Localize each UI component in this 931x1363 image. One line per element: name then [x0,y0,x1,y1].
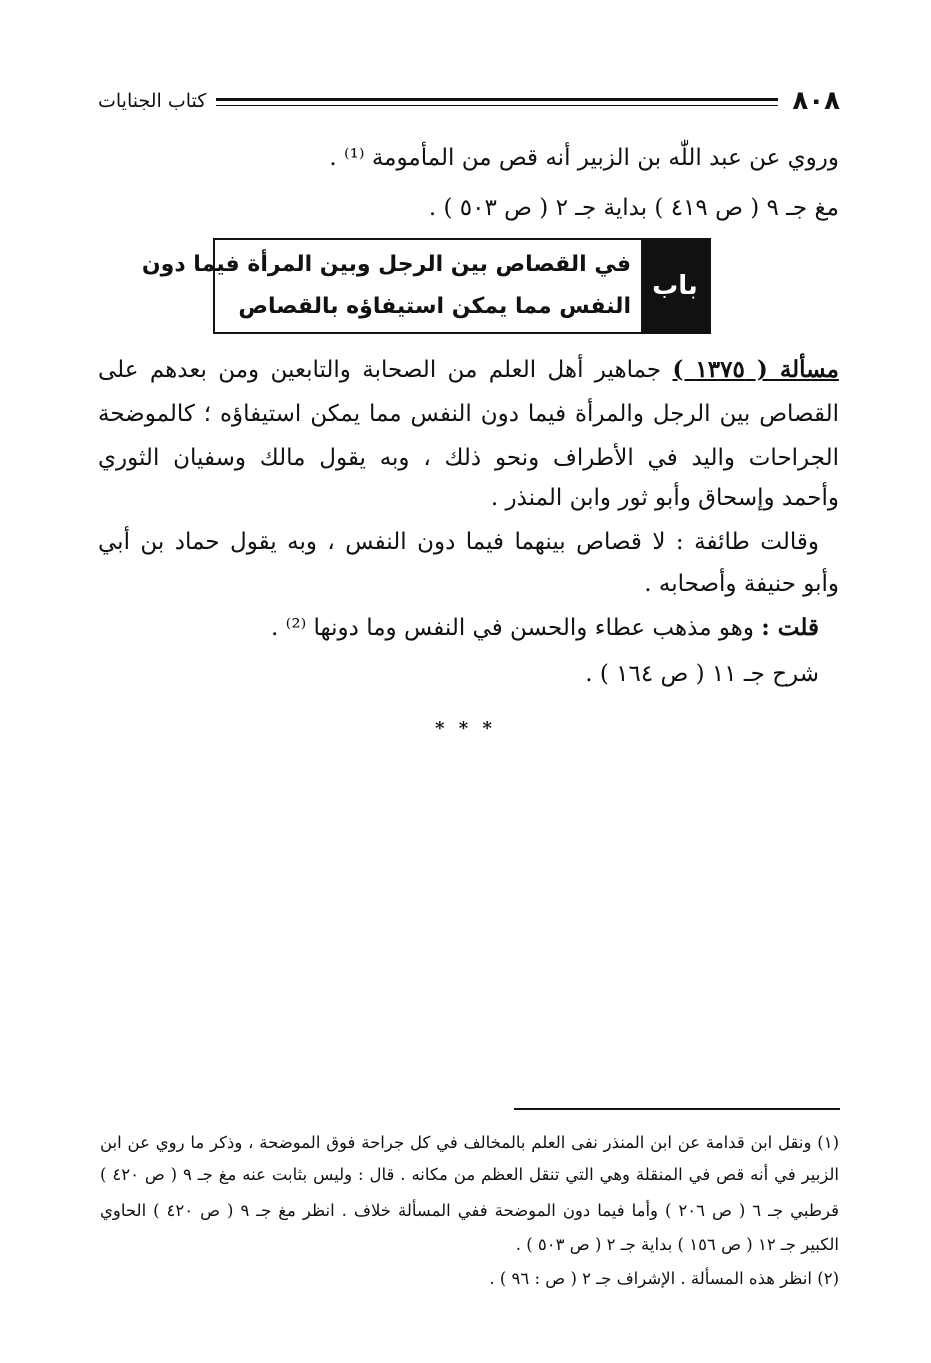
footnote-1-line-3: قرطبي جـ ٦ ( ص ٢٠٦ ) وأما فيما دون الموضحة ففي المسألة خلاف . انظر مغ جـ ٩ ( ص ٤٢٠ ) الحاوي [100,1201,839,1220]
footnote-2-line-1: (٢) انظر هذه المسألة . الإشراف جـ ٢ ( ص : ٩٦ ) . [489,1269,839,1288]
issue-line-2: القصاص بين الرجل والمرأة فيما دون النفس مما يمكن استيفاؤه ؛ كالموضحة [98,401,839,427]
issue-line-3: الجراحات واليد في الأطراف ونحو ذلك ، وبه يقول مالك وسفيان الثوري [98,445,839,471]
page-number: ٨٠٨ [792,86,840,116]
chapter-label: باب [641,240,709,332]
issue-line-1 [98,350,839,390]
issue-label: مسألة ( ١٣٧٥ ) [672,356,839,383]
issue-line-1-text: جماهير أهل العلم من الصحابة والتابعين ومن بعدهم على [98,357,662,383]
footnote-rule [514,1108,840,1110]
chapter-title-line-1: في القصاص بين الرجل وبين المرأة فيما دون [141,252,631,277]
issue-line-4: وأحمد وإسحاق وأبو ثور وابن المنذر . [490,485,839,511]
comment-text: وهو مذهب عطاء والحسن في النفس وما دونها ⁽²⁾ . [271,615,754,641]
footnote-1-line-1: (١) ونقل ابن قدامة عن ابن المنذر نفى العلم بالمخالف في كل جراحة فوق الموضحة ، وذكر ما روي عن ابن [100,1133,839,1152]
header-rule [216,98,778,101]
footnote-1-line-4: الكبير جـ ١٢ ( ص ١٥٦ ) بداية جـ ٢ ( ص ٥٠٣ ) . [515,1235,839,1254]
opening-line-1: وروي عن عبد اللّٰه بن الزبير أنه قص من المأمومة ⁽¹⁾ . [329,145,839,171]
footnote-1-line-2: الزبير في أنه قص في المنقلة وهي التي تنقل العظم من مكانه . قال : وليس بثابت عنه مغ جـ ٩ ( ص ٤٢٠ ) [100,1165,839,1184]
chapter-title-line-2: النفس مما يمكن استيفاؤه بالقصاص [238,294,631,319]
section-separator: * * * [435,718,496,739]
comment-source: شرح جـ ١١ ( ص ١٦٤ ) . [585,661,819,687]
second-view-line-1: وقالت طائفة : لا قصاص بينهما فيما دون النفس ، وبه يقول حماد بن أبي [98,529,819,555]
book-title: كتاب الجنايات [98,90,207,112]
page-header [98,84,840,126]
second-view-line-2: وأبو حنيفة وأصحابه . [644,571,839,597]
chapter-heading-box [141,238,711,334]
opening-line-2: مغ جـ ٩ ( ص ٤١٩ ) بداية جـ ٢ ( ص ٥٠٣ ) . [428,195,839,221]
comment-line [98,608,819,648]
comment-label: قلت : [761,614,819,641]
